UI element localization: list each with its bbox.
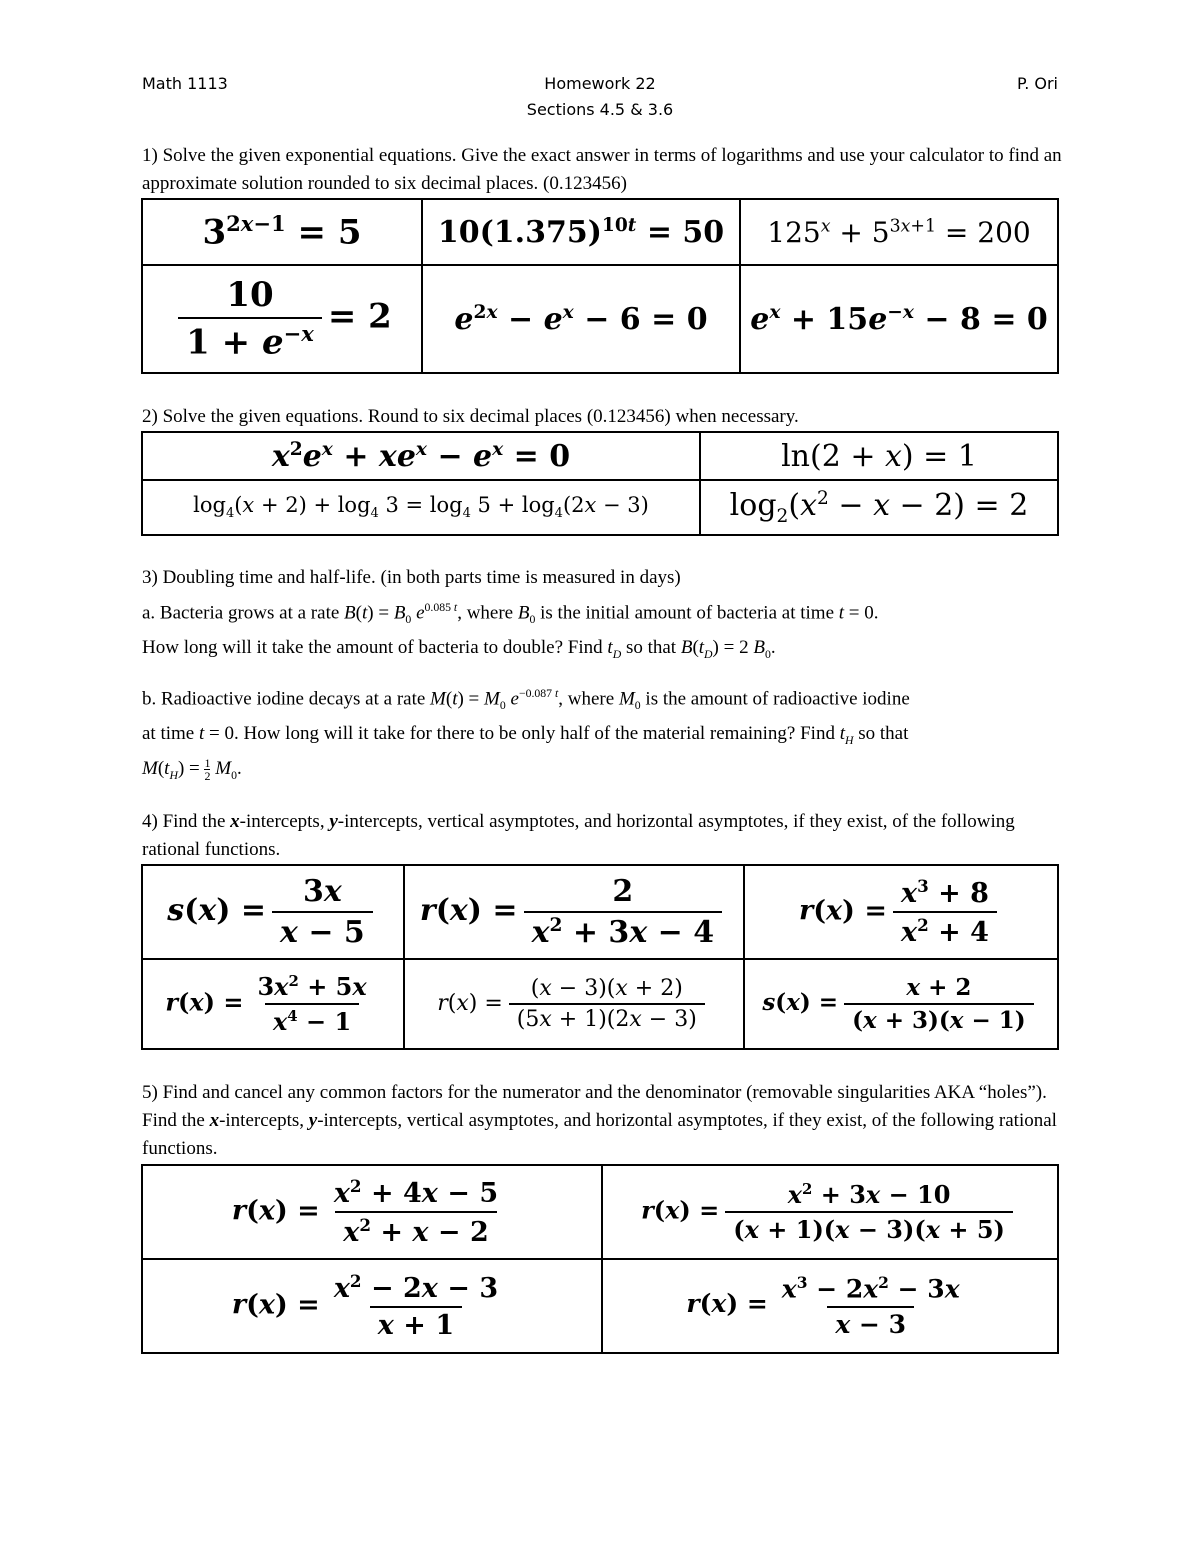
q3a-mid: , where [457,602,514,624]
q3b-prefix: b. Radioactive iodine decays at a rate [142,688,426,710]
q2-eq-4: $\log_2(x^2 - x - 2) = 2$ [700,480,1058,535]
q1-eq-1: $3^{2x-1} = 5$ [142,199,422,265]
course-label: Math 1113 [142,74,228,93]
q3b-mid2: is the amount of radioactive iodine [645,688,910,710]
q3a-mid2: is the initial amount of bacteria at time [540,602,835,624]
q5-function-table [141,1164,1059,1354]
q4-fn-1: s(x) = $\frac{3x}{x - 5}$ [142,865,404,959]
q3a-line2: How long will it take the amount of bacteria to double? Find [142,637,603,659]
q4-fn-4: r(x) = $\frac{3x^2 + 5x}{x^4 - 1}$ [142,959,404,1049]
q5-fn-2: r(x) = $\frac{x^2 + 3x - 10}{(x + 1)(x - 3)(x + 5)}$ [602,1165,1058,1259]
sections-label: Sections 4.5 & 3.6 [526,100,674,119]
q1-instructions: 1) Solve the given exponential equations. Give the exact answer in terms of logarithms and use your calculator to find an approximate solution rounded to six decimal places. (0.123456) [142,145,1062,194]
q3b-line2c: so that [858,723,909,745]
q3b-line2b: . How long will it take for there to be only half of the material remaining? Find [233,723,835,745]
q1-equation-table [141,198,1059,374]
author-label: P. Ori [1017,74,1058,93]
q3b-line2: at time [142,723,195,745]
q5-instructions: 5) Find and cancel any common factors for the numerator and the denominator (removable singularities AKA “holes”). Find the x-intercepts, y-intercepts, vertical asymptotes, and horizontal asymptotes, if they exist, of the following rational functions. [142,1082,1057,1159]
q4-fn-3: r(x) = $\frac{x^3 + 8}{x^2 + 4}$ [744,865,1058,959]
q3b-mid: , where [558,688,615,710]
q3a-line2b: so that [625,637,677,659]
q5-fn-3: r(x) = $\frac{x^2 - 2x - 3}{x + 1}$ [142,1259,602,1353]
q4-fn-6: s(x) = $\frac{x + 2}{(x + 3)(x - 1)}$ [744,959,1058,1049]
q1-eq-5: $e^{2x} - e^x - 6 = 0$ [422,265,740,373]
q2-eq-2: ln(2 + x) = 1 [700,432,1058,480]
q2-instructions: 2) Solve the given equations. Round to six decimal places (0.123456) when necessary. [142,406,799,427]
q4-fn-2: r(x) = $\frac{2}{x^2 + 3x - 4}$ [404,865,744,959]
q2-eq-1: $x^2e^x + xe^x - e^x = 0$ [142,432,700,480]
q1-eq-3: $125^x + 5^{3x+1} = 200$ [740,199,1058,265]
q3-part-b: b. Radioactive iodine decays at a rate $M(t) = M_0$ $e^{-0.087 t}$, where $M_0$ is the amount of radioactive iodine at time t = 0. How long will it take for there to be only half of the material remaining? Find $t_H$ so that $M(t_H)$ = $\frac{1}{2}$ $M_0$. [142,687,910,784]
q3a-prefix: a. Bacteria grows at a rate [142,602,340,624]
homework-title: Homework 22 [544,74,656,93]
q4-instructions: 4) Find the x-intercepts, y-intercepts, vertical asymptotes, and horizontal asymptotes, if they exist, of the following rational functions. [142,811,1015,860]
q4-fn-5: r(x) = $\frac{(x - 3)(x + 2)}{(5x + 1)(2x - 3)}$ [404,959,744,1049]
q5-fn-4: r(x) = $\frac{x^3 - 2x^2 - 3x}{x - 3}$ [602,1259,1058,1353]
q1-eq-4: $\frac{10}{1 + e^{-x}}$ = 2 [142,265,422,373]
q1-eq-2: $10(1.375)^{10t} = 50$ [422,199,740,265]
q3-part-a: a. Bacteria grows at a rate $B(t) = B_0$ $e^{0.085 t}$, where $B_0$ is the initial amount of bacteria at time t = 0. How long will it take the amount of bacteria to double? Find $t_D$ so that $B(t_D) = 2$ $B_0$. [142,601,879,661]
q2-eq-3: $\log_4(x + 2) + \log_4 3 = \log_4 5 + \log_4(2x - 3)$ [142,480,700,535]
q1-eq-6: $e^x + 15e^{-x} - 8 = 0$ [740,265,1058,373]
q3-intro: 3) Doubling time and half-life. (in both parts time is measured in days) [142,567,681,588]
q2-equation-table [141,431,1059,536]
q4-function-table [141,864,1059,1050]
q5-fn-1: r(x) = $\frac{x^2 + 4x - 5}{x^2 + x - 2}$ [142,1165,602,1259]
